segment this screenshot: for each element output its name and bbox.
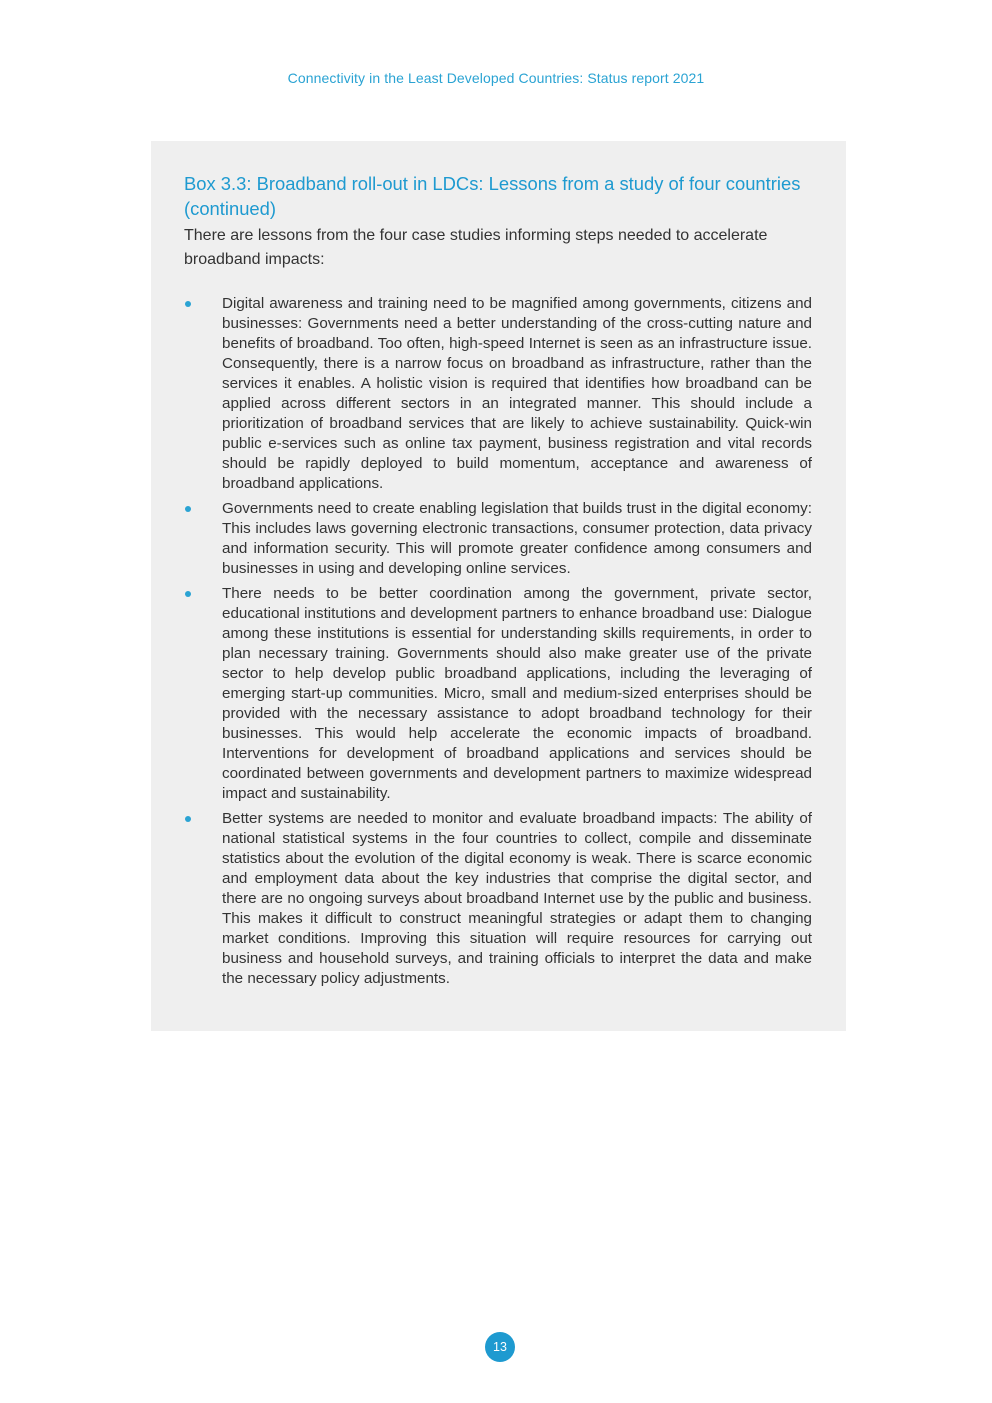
bullet-text: There needs to be better coordination among the government, private sector, educational institutions and development partners to enhance broadband use: Dialogue among these institutions is essential for understanding skills requirements, in order to plan necessary training. Governments should also make greater use of the private sector to help develop public broadband applications, including the leveraging of emerging start-up communities. Micro, small and medium-sized enterprises should be provided with the necessary assistance to adopt broadband technology for their businesses. This would help accelerate the economic impacts of broadband. Interventions for development of broadband applications and services should be coordinated between governments and development partners to maximize widespread impact and sustainability. xyxy=(222,585,812,802)
bullet-dot-icon xyxy=(185,301,191,307)
info-box xyxy=(151,141,846,1031)
running-header: Connectivity in the Least Developed Countries: Status report 2021 xyxy=(287,70,705,86)
bullet-dot-icon xyxy=(185,816,191,822)
page-number: 13 xyxy=(485,1332,515,1362)
bullet-item xyxy=(184,809,812,989)
bullet-text: Governments need to create enabling legislation that builds trust in the digital economy: This includes laws governing electronic transactions, consumer protection, data privacy and information security. This will promote greater confidence among consumers and businesses in using and developing online services. xyxy=(222,500,812,577)
bullet-dot-icon xyxy=(185,506,191,512)
bullet-text: Digital awareness and training need to be magnified among governments, citizens and businesses: Governments need a better understanding of the cross-cutting nature and benefits of broadband. Too often, high-speed Internet is seen as an infrastructure issue. Consequently, there is a narrow focus on broadband as infrastructure, rather than the services it enables. A holistic vision is required that identifies how broadband can be applied across different sectors in an integrated manner. This should include a prioritization of broadband services that are likely to achieve sustainability. Quick-win public e-services such as online tax payment, business registration and vital records should be rapidly deployed to build momentum, acceptance and awareness of broadband applications. xyxy=(222,295,812,492)
bullet-item xyxy=(184,584,812,804)
bullet-item xyxy=(184,294,812,494)
bullet-text: Better systems are needed to monitor and evaluate broadband impacts: The ability of national statistical systems in the four countries to collect, compile and disseminate statistics about the evolution of the digital economy is weak. There is scarce economic and employment data about the key industries that comprise the digital sector, and there are no ongoing surveys about broadband Internet use by the public and business. This makes it difficult to construct meaningful strategies or adapt them to changing market conditions. Improving this situation will require resources for carrying out business and household surveys, and training officials to interpret the data and make the necessary policy adjustments. xyxy=(222,810,812,987)
box-intro: There are lessons from the four case studies informing steps needed to accelerate broadband impacts: xyxy=(184,227,768,268)
bullet-dot-icon xyxy=(185,591,191,597)
bullet-item xyxy=(184,499,812,579)
bullet-list xyxy=(184,294,812,989)
box-title: Box 3.3: Broadband roll-out in LDCs: Lessons from a study of four countries (continued) xyxy=(184,173,801,219)
